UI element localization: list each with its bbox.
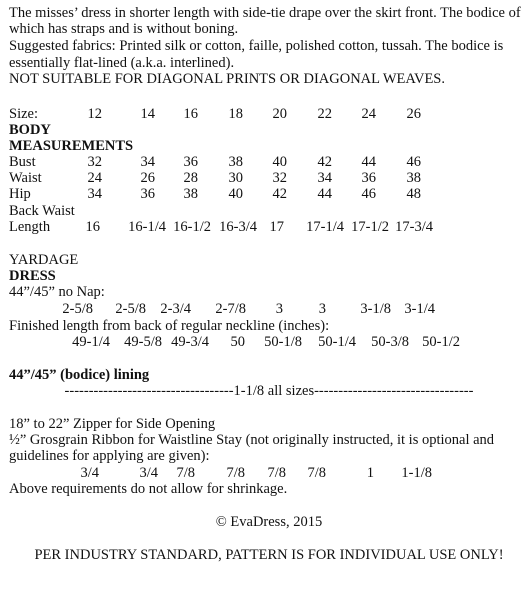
- bust-row: [0, 154, 530, 170]
- measurement-value: 42: [317, 154, 332, 170]
- ribbon-values-row: [0, 465, 530, 481]
- intro-line-2: which has straps and is without boning.: [9, 21, 239, 37]
- length-value: 17-1/4: [306, 219, 344, 235]
- size-value: 26: [406, 106, 421, 122]
- ribbon-value: 7/8: [267, 465, 286, 481]
- ribbon-value: 7/8: [307, 465, 326, 481]
- size-value: 24: [361, 106, 376, 122]
- individual-use-notice: PER INDUSTRY STANDARD, PATTERN IS FOR INDIVIDUAL USE ONLY!: [34, 547, 504, 563]
- measurement-value: 36: [140, 186, 155, 202]
- waist-row: [0, 170, 530, 186]
- size-value: 22: [317, 106, 332, 122]
- measurement-value: 28: [183, 170, 198, 186]
- length-value: 16-1/4: [128, 219, 166, 235]
- measurement-value: 40: [228, 186, 243, 202]
- row-label: Length: [9, 219, 51, 235]
- yardage-value: 3: [275, 301, 283, 317]
- measurement-value: 38: [406, 170, 421, 186]
- measurement-value: 34: [317, 170, 332, 186]
- finished-length-value: 50-1/4: [318, 334, 356, 350]
- ribbon-line-1: ½” Grosgrain Ribbon for Waistline Stay (not originally instructed, it is optional and: [9, 432, 495, 448]
- yardage-value: 3-1/8: [360, 301, 391, 317]
- size-label: Size:: [9, 106, 38, 122]
- length-value: 17: [269, 219, 284, 235]
- hip-row: [0, 186, 530, 202]
- yardage-value: 2-5/8: [62, 301, 93, 317]
- measurement-value: 30: [228, 170, 243, 186]
- measurement-value: 46: [361, 186, 376, 202]
- measurement-value: 44: [317, 186, 332, 202]
- measurement-value: 40: [272, 154, 287, 170]
- length-value: 16: [85, 219, 100, 235]
- size-value: 16: [183, 106, 198, 122]
- back-waist-length-row: [0, 219, 530, 235]
- measurement-value: 48: [406, 186, 421, 202]
- size-value: 14: [140, 106, 155, 122]
- row-label: Waist: [9, 170, 42, 186]
- measurement-value: 34: [87, 186, 102, 202]
- lining-all-sizes-line: -----------------------------------1-1/8 all sizes---------------------------------: [64, 383, 474, 399]
- measurement-value: 38: [228, 154, 243, 170]
- dress-yardage-row: [0, 301, 530, 317]
- size-value: 18: [228, 106, 243, 122]
- fabric-width-label: 44”/45” no Nap:: [9, 284, 105, 300]
- length-value: 16-1/2: [173, 219, 211, 235]
- yardage-value: 2-7/8: [215, 301, 246, 317]
- yardage-title: YARDAGE: [9, 252, 79, 268]
- measurement-value: 42: [272, 186, 287, 202]
- intro-line-3: Suggested fabrics: Printed silk or cotton, faille, polished cotton, tussah. The bodice is: [9, 38, 504, 54]
- yardage-value: 2-5/8: [115, 301, 146, 317]
- measurement-value: 46: [406, 154, 421, 170]
- finished-length-value: 50-1/2: [422, 334, 460, 350]
- measurement-value: 24: [87, 170, 102, 186]
- finished-length-value: 49-1/4: [72, 334, 110, 350]
- finished-length-value: 50-1/8: [264, 334, 302, 350]
- size-value: 12: [87, 106, 102, 122]
- finished-length-row: [0, 334, 530, 350]
- measurement-value: 44: [361, 154, 376, 170]
- size-row: [0, 106, 530, 122]
- ribbon-value: 1: [366, 465, 374, 481]
- intro-line-4: essentially flat-lined (a.k.a. interlined).: [9, 55, 235, 71]
- measurement-value: 26: [140, 170, 155, 186]
- zipper-line: 18” to 22” Zipper for Side Opening: [9, 416, 216, 432]
- ribbon-value: 3/4: [139, 465, 158, 481]
- ribbon-value: 3/4: [80, 465, 99, 481]
- yardage-value: 3: [318, 301, 326, 317]
- length-value: 17-1/2: [351, 219, 389, 235]
- finished-length-label: Finished length from back of regular neckline (inches):: [9, 318, 330, 334]
- row-label: Bust: [9, 154, 36, 170]
- intro-line-5: NOT SUITABLE FOR DIAGONAL PRINTS OR DIAGONAL WEAVES.: [9, 71, 445, 87]
- ribbon-line-2: guidelines for applying are given):: [9, 448, 210, 464]
- yardage-value: 2-3/4: [160, 301, 191, 317]
- back-waist-label: Back Waist: [9, 203, 75, 219]
- copyright-notice: © EvaDress, 2015: [215, 514, 323, 530]
- length-value: 17-3/4: [395, 219, 433, 235]
- measurement-value: 34: [140, 154, 155, 170]
- finished-length-value: 49-3/4: [171, 334, 209, 350]
- measurement-value: 38: [183, 186, 198, 202]
- yardage-value: 3-1/4: [404, 301, 435, 317]
- measurement-value: 32: [87, 154, 102, 170]
- body-measurements-heading-1: BODY: [9, 122, 51, 138]
- body-measurements-heading-2: MEASUREMENTS: [9, 138, 134, 154]
- shrinkage-note: Above requirements do not allow for shrinkage.: [9, 481, 288, 497]
- measurement-value: 32: [272, 170, 287, 186]
- dress-heading: DRESS: [9, 268, 56, 284]
- ribbon-value: 7/8: [176, 465, 195, 481]
- measurement-value: 36: [183, 154, 198, 170]
- measurement-value: 36: [361, 170, 376, 186]
- length-value: 16-3/4: [219, 219, 257, 235]
- finished-length-value: 49-5/8: [124, 334, 162, 350]
- finished-length-value: 50-3/8: [371, 334, 409, 350]
- row-label: Hip: [9, 186, 31, 202]
- ribbon-value: 7/8: [226, 465, 245, 481]
- intro-line-1: The misses’ dress in shorter length with side-tie drape over the skirt front. The bodice of: [9, 5, 521, 21]
- lining-heading: 44”/45” (bodice) lining: [9, 367, 150, 383]
- size-value: 20: [272, 106, 287, 122]
- ribbon-value: 1-1/8: [401, 465, 432, 481]
- finished-length-value: 50: [230, 334, 245, 350]
